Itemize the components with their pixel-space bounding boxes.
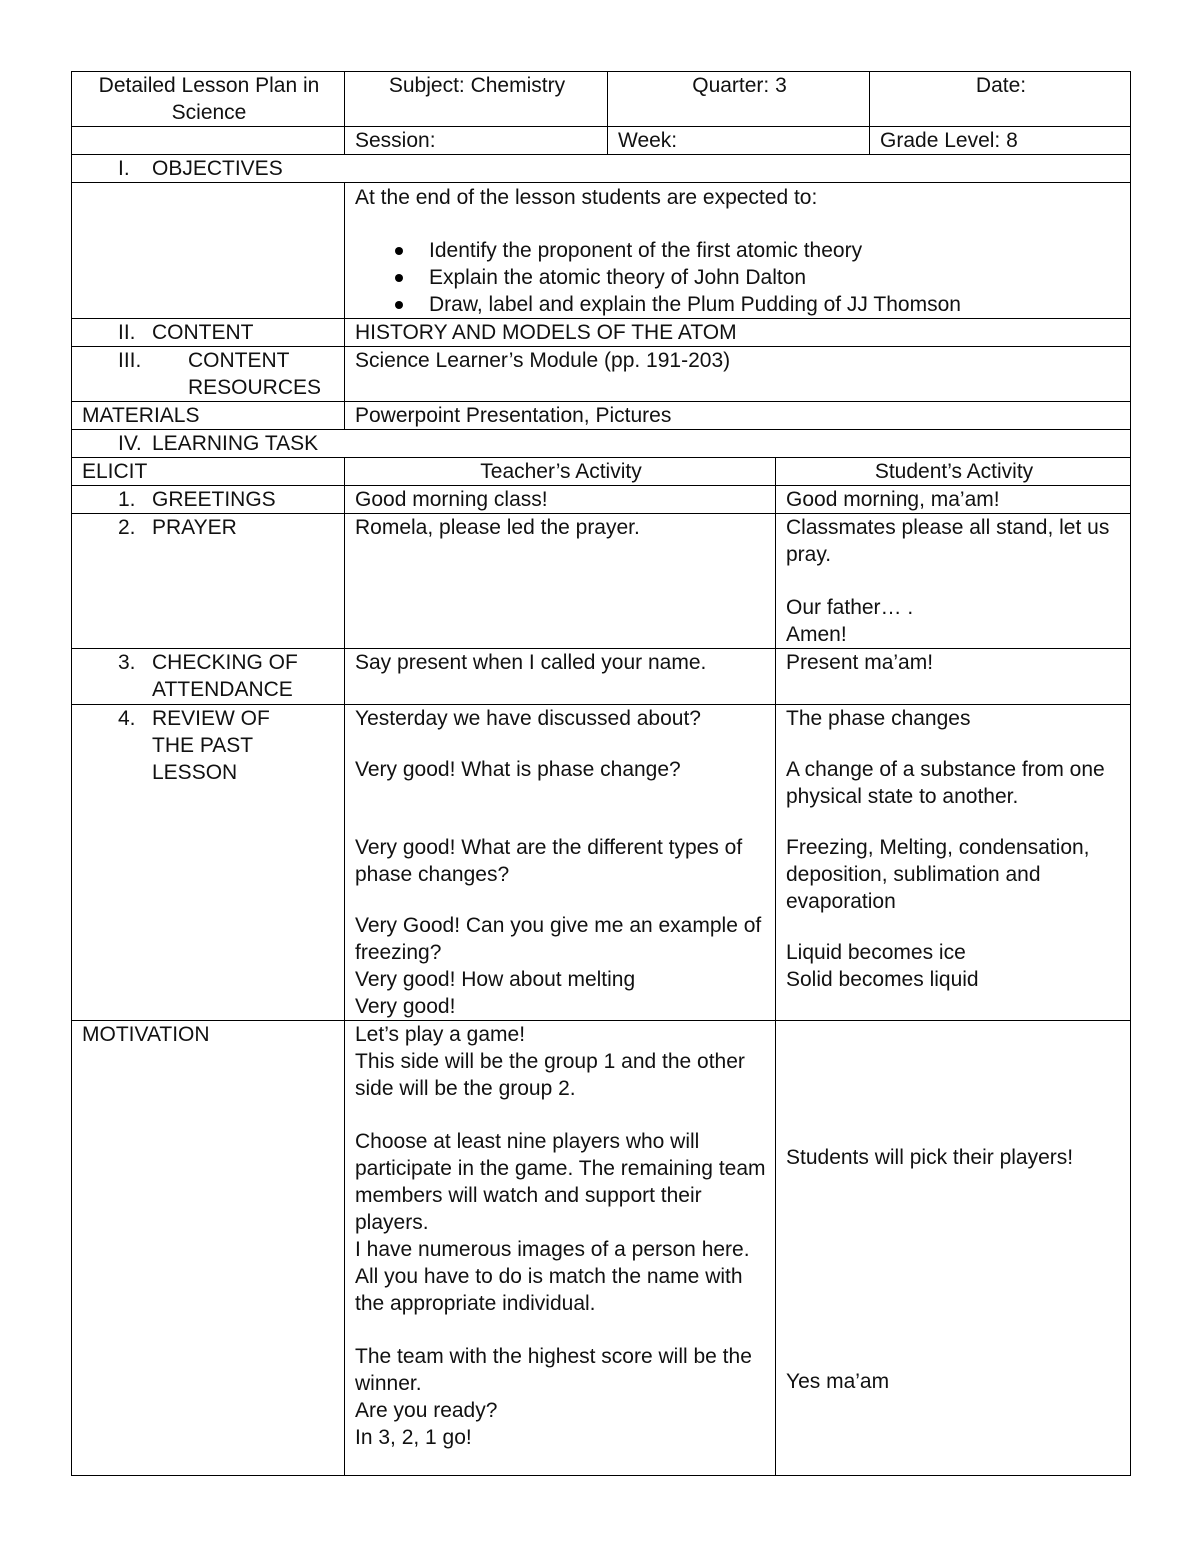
motivation-teacher-line: In 3, 2, 1 go! (355, 1426, 472, 1449)
header-row (72, 72, 1131, 127)
learning-task-row (72, 430, 1131, 458)
item-number: 3. (118, 651, 136, 674)
student-activity-header: Student’s Activity (776, 458, 1131, 486)
content-label-cell (72, 319, 345, 347)
review-student-line: A change of a substance from one physical state to another. (786, 758, 1105, 808)
section-label: LEARNING TASK (152, 432, 319, 455)
motivation-teacher-cell (345, 1021, 776, 1476)
review-teacher-line: Very good! What is phase change? (355, 758, 681, 781)
review-teacher-line: Very Good! Can you give me an example of freezing? (355, 914, 762, 964)
review-teacher-line: Very good! What are the different types of phase changes? (355, 836, 743, 886)
item-label: THE PAST (152, 734, 254, 757)
lesson-plan-table (71, 71, 1131, 1476)
section-number: I. (118, 157, 130, 180)
item-label: ATTENDANCE (152, 678, 293, 701)
review-student-line: Freezing, Melting, condensation, deposition, sublimation and evaporation (786, 836, 1090, 913)
motivation-teacher-line: Are you ready? (355, 1399, 498, 1422)
objectives-intro: At the end of the lesson students are expected to: (355, 186, 818, 209)
item-number: 2. (118, 516, 136, 539)
objective-item (395, 291, 1122, 318)
bullet-icon (395, 301, 403, 309)
learning-task-heading (72, 430, 1131, 458)
prayer-teacher: Romela, please led the prayer. (345, 514, 776, 649)
review-teacher-line: Yesterday we have discussed about? (355, 707, 701, 730)
motivation-teacher-line: The team with the highest score will be the winner. (355, 1345, 752, 1395)
teacher-activity-header: Teacher’s Activity (345, 458, 776, 486)
greetings-student: Good morning, ma’am! (776, 486, 1131, 514)
motivation-row (72, 1021, 1131, 1476)
objective-text: Explain the atomic theory of John Dalton (429, 266, 807, 289)
review-row (72, 705, 1131, 1021)
objectives-list (355, 237, 1122, 318)
materials-label: MATERIALS (72, 402, 345, 430)
review-teacher-cell (345, 705, 776, 1021)
header-row-2 (72, 127, 1131, 155)
week-cell: Week: (608, 127, 870, 155)
materials-row (72, 402, 1131, 430)
prayer-student-line: Classmates please all stand, let us pray. (786, 516, 1110, 566)
objective-text: Draw, label and explain the Plum Pudding of JJ Thomson (429, 293, 961, 316)
item-label: GREETINGS (152, 488, 276, 511)
content-resources-row (72, 347, 1131, 402)
item-number: 4. (118, 707, 136, 730)
prayer-student-line: Our father… . (786, 596, 914, 619)
item-label: PRAYER (152, 516, 237, 539)
section-number: III. (118, 349, 142, 372)
motivation-teacher-line: I have numerous images of a person here. All you have to do is match the name with the appropriate individual. (355, 1238, 750, 1315)
greetings-teacher: Good morning class! (345, 486, 776, 514)
objectives-row (72, 183, 1131, 319)
motivation-teacher-line: Choose at least nine players who will participate in the game. The remaining team members will watch and support their players. (355, 1130, 766, 1234)
prayer-label-cell (72, 514, 345, 649)
elicit-label: ELICIT (72, 458, 345, 486)
objective-text: Identify the proponent of the first atomic theory (429, 239, 863, 262)
motivation-label: MOTIVATION (72, 1021, 345, 1476)
item-label: CHECKING OF (152, 651, 298, 674)
review-student-line: Liquid becomes ice (786, 941, 966, 964)
greetings-row (72, 486, 1131, 514)
attendance-label-cell (72, 649, 345, 705)
lesson-plan-page (71, 71, 1130, 1476)
item-number: 1. (118, 488, 136, 511)
section-label: RESOURCES (188, 376, 322, 399)
section-number: IV. (118, 432, 142, 455)
content-resources-label-cell (72, 347, 345, 402)
section-number: II. (118, 321, 136, 344)
motivation-teacher-line: Let’s play a game! (355, 1023, 526, 1046)
objective-item (395, 237, 1122, 264)
date-cell: Date: (870, 72, 1131, 127)
lesson-plan-title: Detailed Lesson Plan in Science (72, 72, 345, 127)
review-teacher-line: Very good! (355, 995, 456, 1018)
attendance-teacher: Say present when I called your name. (345, 649, 776, 705)
prayer-student-cell (776, 514, 1131, 649)
motivation-teacher-line: This side will be the group 1 and the other side will be the group 2. (355, 1050, 745, 1100)
grade-level-cell: Grade Level: 8 (870, 127, 1131, 155)
section-label: CONTENT (188, 349, 290, 372)
quarter-cell: Quarter: 3 (608, 72, 870, 127)
blank-cell (72, 183, 345, 319)
prayer-student-line: Amen! (786, 623, 847, 646)
subject-cell: Subject: Chemistry (345, 72, 608, 127)
review-student-line: The phase changes (786, 707, 971, 730)
elicit-header-row (72, 458, 1131, 486)
objectives-cell (345, 183, 1131, 319)
greetings-label-cell (72, 486, 345, 514)
review-student-cell (776, 705, 1131, 1021)
attendance-row (72, 649, 1131, 705)
session-cell: Session: (345, 127, 608, 155)
materials-value: Powerpoint Presentation, Pictures (345, 402, 1131, 430)
section-label: OBJECTIVES (152, 157, 283, 180)
objective-item (395, 264, 1122, 291)
motivation-student-line: Students will pick their players! (786, 1146, 1074, 1169)
review-teacher-line: Very good! How about melting (355, 968, 636, 991)
review-student-line: Solid becomes liquid (786, 968, 979, 991)
objectives-heading (72, 155, 1131, 183)
content-row (72, 319, 1131, 347)
section-label: CONTENT (152, 321, 254, 344)
item-label: REVIEW OF (152, 707, 270, 730)
objectives-heading-row (72, 155, 1131, 183)
bullet-icon (395, 274, 403, 282)
bullet-icon (395, 247, 403, 255)
motivation-student-line: Yes ma’am (786, 1370, 890, 1393)
content-value: HISTORY AND MODELS OF THE ATOM (345, 319, 1131, 347)
item-label: LESSON (152, 761, 238, 784)
attendance-student: Present ma’am! (776, 649, 1131, 705)
motivation-student-cell (776, 1021, 1131, 1476)
prayer-row (72, 514, 1131, 649)
review-label-cell (72, 705, 345, 1021)
blank-cell (72, 127, 345, 155)
content-resources-value: Science Learner’s Module (pp. 191-203) (345, 347, 1131, 402)
